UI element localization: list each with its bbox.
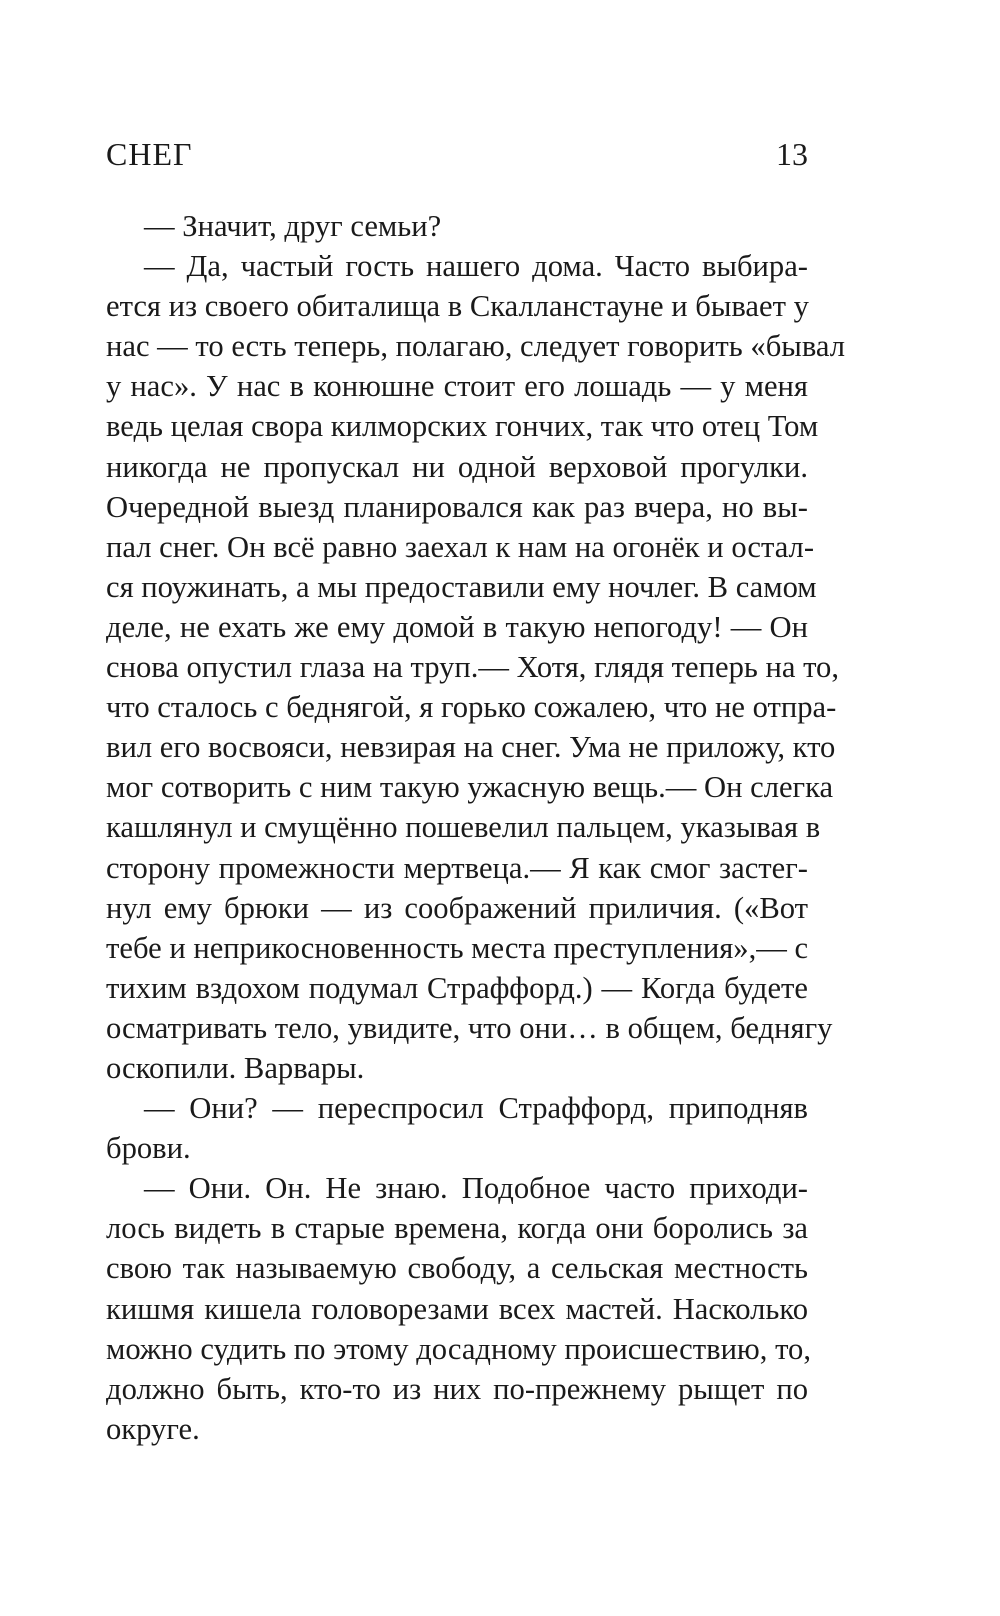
text-line: кишмя кишела головорезами всех мастей. Насколько	[106, 1291, 808, 1326]
text-line: пал снег. Он всё равно заехал к нам на огонёк и остал-	[106, 529, 815, 564]
text-line: снова опустил глаза на труп.— Хотя, глядя теперь на то,	[106, 650, 839, 685]
paragraph	[106, 206, 808, 246]
text-line: ся поужинать, а мы предоставили ему ночлег. В самом	[106, 569, 817, 604]
text-line: мог сотворить с ним такую ужасную вещь.— Он слегка	[106, 770, 834, 805]
text-line: вил его восвояси, невзирая на снег. Ума не приложу, кто	[106, 730, 836, 765]
paragraph	[106, 246, 845, 1088]
paragraph	[106, 1168, 812, 1449]
text-line: осматривать тело, увидите, что они… в общем, беднягу	[106, 1010, 833, 1045]
text-line: тихим вздохом подумал Страффорд.) — Когда будете	[106, 970, 808, 1005]
text-line: нас — то есть теперь, полагаю, следует говорить «бывал	[106, 329, 845, 364]
page-number: 13	[776, 136, 808, 172]
text-line: лось видеть в старые времена, когда они боролись за	[106, 1211, 808, 1246]
text-line: оскопили. Варвары.	[106, 1050, 365, 1085]
running-head	[106, 132, 808, 176]
text-line: Очередной выезд планировался как раз вчера, но вы-	[106, 489, 808, 524]
text-line: — Они? — переспросил Страффорд, приподняв	[144, 1091, 808, 1126]
text-line: — Да, частый гость нашего дома. Часто выбира-	[144, 249, 808, 284]
text-line: — Они. Он. Не знаю. Подобное часто приходи-	[144, 1171, 808, 1206]
text-line: свою так называемую свободу, а сельская местность	[106, 1251, 808, 1286]
text-line: брови.	[106, 1131, 191, 1166]
text-line: ведь целая свора килморских гончих, так что отец Том	[106, 409, 819, 444]
text-line: у нас». У нас в конюшне стоит его лошадь — у меня	[106, 369, 808, 404]
running-title: СНЕГ	[106, 136, 193, 172]
body-text	[106, 206, 845, 1449]
text-line: округе.	[106, 1411, 200, 1446]
text-line: можно судить по этому досадному происшествию, то,	[106, 1331, 812, 1366]
text-line: сторону промежности мертвеца.— Я как смог застег-	[106, 850, 808, 885]
text-line: — Значит, друг семьи?	[144, 209, 442, 243]
paragraph	[106, 1088, 808, 1168]
text-line: деле, не ехать же ему домой в такую непогоду! — Он	[106, 609, 808, 644]
text-line: тебе и неприкосновенность места преступления»,— с	[106, 930, 809, 965]
text-line: кашлянул и смущённо пошевелил пальцем, указывая в	[106, 810, 821, 845]
text-line: ется из своего обиталища в Скалланстауне и бывает у	[106, 289, 809, 324]
text-line: никогда не пропускал ни одной верховой прогулки.	[106, 449, 808, 484]
text-line: должно быть, кто-то из них по-прежнему рыщет по	[106, 1371, 808, 1406]
text-line: что сталось с беднягой, я горько сожалею, что не отпра-	[106, 690, 837, 725]
text-line: нул ему брюки — из соображений приличия. («Вот	[106, 890, 808, 925]
